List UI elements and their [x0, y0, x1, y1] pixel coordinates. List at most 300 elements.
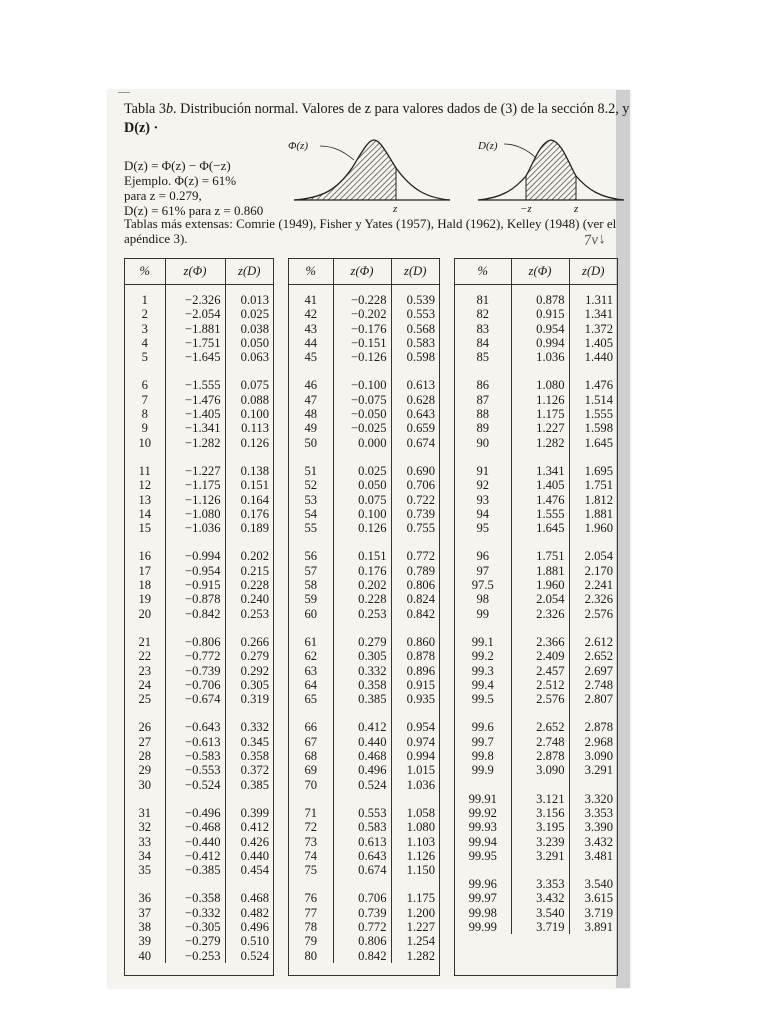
percent-cell: 99.3 — [455, 664, 511, 678]
z-phi-cell: 0.613 — [333, 835, 391, 849]
table-block-1 — [124, 258, 274, 976]
z-d-cell: 0.176 — [240, 506, 269, 521]
z-d-cell: 0.025 — [240, 307, 269, 322]
percent-cell: 27 — [125, 735, 165, 749]
z-d-cell: 0.722 — [406, 492, 435, 507]
table-row — [455, 849, 617, 863]
z-d-cell: 1.440 — [584, 350, 613, 365]
percent-cell: 64 — [289, 678, 333, 692]
z-phi-cell: −0.994 — [165, 535, 225, 563]
table-row — [289, 877, 439, 905]
z-phi-cell: −0.524 — [165, 778, 225, 792]
z-phi-cell: 3.432 — [511, 891, 569, 905]
percent-cell: 82 — [455, 307, 511, 321]
z-d-cell: 3.291 — [584, 763, 613, 778]
z-d-cell: 0.113 — [241, 421, 269, 436]
col-header-z-phi: z(Φ) — [165, 259, 225, 285]
table-row — [455, 285, 617, 308]
table-row — [125, 649, 273, 663]
table-row — [289, 421, 439, 435]
table-row — [289, 336, 439, 350]
table-row — [455, 749, 617, 763]
table-row — [455, 507, 617, 521]
z-d-cell: 0.842 — [406, 606, 435, 621]
z-phi-cell: 2.457 — [511, 664, 569, 678]
percent-cell: 3 — [125, 322, 165, 336]
percent-cell: 42 — [289, 307, 333, 321]
percent-cell: 99.91 — [455, 778, 511, 806]
percent-cell: 47 — [289, 393, 333, 407]
z-d-cell: 0.806 — [406, 578, 435, 593]
percent-cell: 67 — [289, 735, 333, 749]
percent-cell: 89 — [455, 421, 511, 435]
table-block-2 — [288, 258, 440, 976]
z-d-cell: 1.645 — [584, 435, 613, 450]
z-d-cell: 0.253 — [240, 606, 269, 621]
percent-cell: 71 — [289, 792, 333, 820]
z-phi-cell: 3.090 — [511, 763, 569, 777]
z-phi-cell: 0.496 — [333, 763, 391, 777]
z-d-cell: 1.126 — [406, 848, 435, 863]
z-phi-cell: −0.468 — [165, 820, 225, 834]
percent-cell: 61 — [289, 621, 333, 649]
z-d-cell: 2.968 — [584, 734, 613, 749]
table-row — [125, 521, 273, 535]
z-phi-cell: −0.075 — [333, 393, 391, 407]
z-d-cell: 1.200 — [406, 905, 435, 920]
table-row — [125, 778, 273, 792]
z-d-cell: 0.440 — [240, 848, 269, 863]
z-d-cell: 0.613 — [406, 378, 435, 393]
table-row — [455, 450, 617, 478]
z-d-cell: 0.075 — [240, 378, 269, 393]
col-header-z-d: z(D) — [225, 259, 273, 285]
z-d-cell: 3.320 — [584, 791, 613, 806]
percent-cell: 26 — [125, 706, 165, 734]
table-row — [125, 621, 273, 649]
percent-cell: 18 — [125, 578, 165, 592]
percent-cell: 4 — [125, 336, 165, 350]
z-d-cell: 3.090 — [584, 749, 613, 764]
z-phi-cell: 0.100 — [333, 507, 391, 521]
table-row — [125, 792, 273, 820]
z-phi-cell: 0.878 — [511, 285, 569, 308]
z-phi-cell: 2.409 — [511, 649, 569, 663]
table-row — [289, 678, 439, 692]
z-d-cell: 0.553 — [406, 307, 435, 322]
table-row — [125, 849, 273, 863]
percent-cell: 95 — [455, 521, 511, 535]
table-row — [455, 906, 617, 920]
percent-cell: 56 — [289, 535, 333, 563]
z-d-cell: 0.568 — [406, 321, 435, 336]
z-d-cell: 1.960 — [584, 521, 613, 536]
percent-cell: 58 — [289, 578, 333, 592]
z-d-cell: 0.628 — [406, 392, 435, 407]
d-shaded-area — [526, 140, 576, 200]
z-phi-cell: 0.412 — [333, 706, 391, 734]
z-d-cell: 1.514 — [584, 392, 613, 407]
z-phi-cell: −1.080 — [165, 507, 225, 521]
z-d-cell: 1.695 — [584, 463, 613, 478]
z-d-cell: 1.150 — [406, 863, 435, 878]
percent-cell: 38 — [125, 920, 165, 934]
phi-shaded-area — [294, 140, 396, 200]
table-row — [125, 763, 273, 777]
z-d-cell: 1.015 — [406, 763, 435, 778]
z-d-cell: 3.719 — [584, 905, 613, 920]
z-d-cell: 1.751 — [584, 478, 613, 493]
z-d-cell: 1.881 — [584, 506, 613, 521]
table-row — [289, 493, 439, 507]
percent-cell: 8 — [125, 407, 165, 421]
z-d-cell: 0.412 — [240, 820, 269, 835]
table-row — [455, 493, 617, 507]
d-axis-right-label: z — [574, 203, 579, 215]
formula-line-1: D(z) = Φ(z) − Φ(−z) — [124, 158, 231, 173]
z-d-cell: 0.706 — [406, 478, 435, 493]
percent-cell: 69 — [289, 763, 333, 777]
z-phi-cell: 0.806 — [333, 934, 391, 948]
z-d-cell: 0.524 — [240, 948, 269, 963]
percent-cell: 77 — [289, 906, 333, 920]
percent-cell: 9 — [125, 421, 165, 435]
z-d-cell: 3.390 — [584, 820, 613, 835]
z-phi-cell: 1.960 — [511, 578, 569, 592]
z-d-cell: 3.540 — [584, 877, 613, 892]
z-d-cell: 1.598 — [584, 421, 613, 436]
z-phi-cell: −0.305 — [165, 920, 225, 934]
table-row — [125, 735, 273, 749]
table-row — [455, 806, 617, 820]
z-phi-cell: 0.440 — [333, 735, 391, 749]
z-d-cell: 0.385 — [240, 777, 269, 792]
percent-cell: 92 — [455, 478, 511, 492]
z-phi-cell: −1.036 — [165, 521, 225, 535]
percent-cell: 55 — [289, 521, 333, 535]
z-phi-cell: 0.739 — [333, 906, 391, 920]
percent-cell: 94 — [455, 507, 511, 521]
table-row — [125, 322, 273, 336]
table-row — [455, 678, 617, 692]
percent-cell: 65 — [289, 692, 333, 706]
z-d-cell: 0.050 — [240, 335, 269, 350]
table-row — [455, 820, 617, 834]
table-row — [455, 920, 617, 934]
percent-cell: 91 — [455, 450, 511, 478]
percent-cell: 41 — [289, 285, 333, 308]
table-row — [125, 920, 273, 934]
percent-cell: 68 — [289, 749, 333, 763]
z-d-cell: 2.652 — [584, 649, 613, 664]
z-phi-cell: 0.706 — [333, 877, 391, 905]
table-row — [125, 749, 273, 763]
z-phi-cell: −1.751 — [165, 336, 225, 350]
percent-cell: 31 — [125, 792, 165, 820]
values-table-2 — [289, 259, 439, 963]
z-phi-cell: 2.748 — [511, 735, 569, 749]
z-d-cell: 2.807 — [584, 692, 613, 707]
z-d-cell: 0.332 — [240, 720, 269, 735]
z-d-cell: 0.240 — [240, 592, 269, 607]
z-d-cell: 3.353 — [584, 805, 613, 820]
table-block-3 — [454, 258, 618, 976]
z-phi-cell: −0.050 — [333, 407, 391, 421]
table-row — [455, 478, 617, 492]
z-d-cell: 1.812 — [584, 492, 613, 507]
z-phi-cell: −1.476 — [165, 393, 225, 407]
z-phi-cell: 1.751 — [511, 535, 569, 563]
z-d-cell: 0.772 — [406, 549, 435, 564]
table-row — [125, 421, 273, 435]
z-d-cell: 1.405 — [584, 335, 613, 350]
z-d-cell: 0.915 — [406, 677, 435, 692]
percent-cell: 12 — [125, 478, 165, 492]
z-phi-cell: −0.385 — [165, 863, 225, 877]
d-axis-left-label: −z — [520, 203, 532, 215]
z-d-cell: 1.555 — [584, 407, 613, 422]
z-phi-cell: 3.719 — [511, 920, 569, 934]
table-row — [289, 664, 439, 678]
table-row — [455, 393, 617, 407]
z-phi-cell: −0.954 — [165, 564, 225, 578]
z-phi-cell: 0.025 — [333, 450, 391, 478]
z-d-cell: 1.175 — [406, 891, 435, 906]
z-phi-cell: 3.353 — [511, 863, 569, 891]
percent-cell: 97.5 — [455, 578, 511, 592]
table-row — [455, 692, 617, 706]
z-phi-cell: 1.555 — [511, 507, 569, 521]
percent-cell: 75 — [289, 863, 333, 877]
handwritten-note: 7v↓ — [583, 230, 607, 250]
z-phi-cell: 1.036 — [511, 350, 569, 364]
table-row — [289, 592, 439, 606]
percent-cell: 37 — [125, 906, 165, 920]
percent-cell: 11 — [125, 450, 165, 478]
z-phi-cell: −1.341 — [165, 421, 225, 435]
table-row — [455, 664, 617, 678]
percent-cell: 99.97 — [455, 891, 511, 905]
percent-cell: 88 — [455, 407, 511, 421]
table-row — [125, 877, 273, 905]
percent-cell: 17 — [125, 564, 165, 578]
table-row — [455, 564, 617, 578]
table-row — [289, 778, 439, 792]
z-phi-cell: −0.440 — [165, 835, 225, 849]
table-row — [455, 578, 617, 592]
z-d-cell: 1.254 — [406, 934, 435, 949]
table-row — [289, 849, 439, 863]
z-phi-cell: 0.332 — [333, 664, 391, 678]
table-row — [289, 478, 439, 492]
z-d-cell: 0.954 — [406, 720, 435, 735]
z-phi-cell: −1.227 — [165, 450, 225, 478]
z-phi-cell: 0.524 — [333, 778, 391, 792]
percent-cell: 99.9 — [455, 763, 511, 777]
z-phi-cell: 1.227 — [511, 421, 569, 435]
z-phi-cell: 0.954 — [511, 322, 569, 336]
z-phi-cell: 2.576 — [511, 692, 569, 706]
z-d-cell: 0.399 — [240, 805, 269, 820]
table-row — [289, 934, 439, 948]
z-phi-cell: 0.000 — [333, 436, 391, 450]
z-phi-cell: −0.176 — [333, 322, 391, 336]
table-row — [289, 578, 439, 592]
percent-cell: 99.8 — [455, 749, 511, 763]
z-phi-cell: 0.253 — [333, 607, 391, 621]
z-d-cell: 2.697 — [584, 663, 613, 678]
percent-cell: 15 — [125, 521, 165, 535]
table-row — [455, 607, 617, 621]
z-phi-cell: 0.468 — [333, 749, 391, 763]
z-d-cell: 0.896 — [406, 663, 435, 678]
table-row — [289, 621, 439, 649]
percent-cell: 25 — [125, 692, 165, 706]
title-suffix: b — [165, 101, 174, 117]
z-d-cell: 0.202 — [240, 549, 269, 564]
z-d-cell: 0.138 — [240, 463, 269, 478]
table-row — [289, 607, 439, 621]
z-d-cell: 3.432 — [584, 834, 613, 849]
z-phi-cell: −0.202 — [333, 307, 391, 321]
percent-cell: 19 — [125, 592, 165, 606]
z-d-cell: 0.598 — [406, 350, 435, 365]
table-row — [125, 478, 273, 492]
values-table-3 — [455, 259, 617, 934]
percent-cell: 57 — [289, 564, 333, 578]
z-d-cell: 0.690 — [406, 463, 435, 478]
z-d-cell: 0.510 — [240, 934, 269, 949]
percent-cell: 99.5 — [455, 692, 511, 706]
percent-cell: 54 — [289, 507, 333, 521]
table-row — [125, 678, 273, 692]
percent-cell: 23 — [125, 664, 165, 678]
phi-label: Φ(z) — [288, 140, 308, 152]
z-d-cell: 0.305 — [240, 677, 269, 692]
z-phi-cell: 1.126 — [511, 393, 569, 407]
z-d-cell: 2.054 — [584, 549, 613, 564]
z-phi-cell: 3.239 — [511, 835, 569, 849]
table-row — [289, 792, 439, 820]
percent-cell: 80 — [289, 949, 333, 963]
z-phi-cell: −0.706 — [165, 678, 225, 692]
z-phi-cell: 0.151 — [333, 535, 391, 563]
z-d-cell: 0.468 — [240, 891, 269, 906]
table-row — [455, 307, 617, 321]
phi-axis-label: z — [393, 203, 398, 215]
table-row — [455, 891, 617, 905]
z-phi-cell: −0.643 — [165, 706, 225, 734]
table-row — [289, 735, 439, 749]
table-row — [125, 664, 273, 678]
title-text: . Distribución normal. Valores de z para valores dados de (3) de la sección 8.2, y — [173, 101, 630, 117]
table-row — [455, 364, 617, 392]
percent-cell: 5 — [125, 350, 165, 364]
z-phi-cell: 3.121 — [511, 778, 569, 806]
z-d-cell: 0.789 — [406, 563, 435, 578]
table-row — [289, 450, 439, 478]
z-d-cell: 2.748 — [584, 677, 613, 692]
z-phi-cell: 3.195 — [511, 820, 569, 834]
table-row — [125, 578, 273, 592]
z-phi-cell: 0.358 — [333, 678, 391, 692]
percent-cell: 93 — [455, 493, 511, 507]
percent-cell: 84 — [455, 336, 511, 350]
percent-cell: 43 — [289, 322, 333, 336]
z-d-cell: 0.674 — [406, 435, 435, 450]
z-phi-cell: 1.080 — [511, 364, 569, 392]
table-row — [125, 535, 273, 563]
percent-cell: 83 — [455, 322, 511, 336]
table-row — [455, 421, 617, 435]
z-d-cell: 0.215 — [240, 563, 269, 578]
percent-cell: 21 — [125, 621, 165, 649]
table-row — [455, 649, 617, 663]
table-row — [125, 692, 273, 706]
z-phi-cell: 0.305 — [333, 649, 391, 663]
z-phi-cell: 1.341 — [511, 450, 569, 478]
z-d-cell: 2.326 — [584, 592, 613, 607]
table-row — [455, 521, 617, 535]
z-phi-cell: 2.878 — [511, 749, 569, 763]
percent-cell: 78 — [289, 920, 333, 934]
z-phi-cell: 1.175 — [511, 407, 569, 421]
percent-cell: 2 — [125, 307, 165, 321]
z-d-cell: 0.292 — [240, 663, 269, 678]
z-phi-cell: 0.202 — [333, 578, 391, 592]
percent-cell: 79 — [289, 934, 333, 948]
percent-cell: 63 — [289, 664, 333, 678]
z-d-cell: 0.228 — [240, 578, 269, 593]
percent-cell: 6 — [125, 364, 165, 392]
z-phi-cell: 2.054 — [511, 592, 569, 606]
percent-cell: 50 — [289, 436, 333, 450]
col-header-z-d: z(D) — [569, 259, 617, 285]
z-d-cell: 0.126 — [240, 435, 269, 450]
table-row — [125, 336, 273, 350]
z-phi-cell: −1.881 — [165, 322, 225, 336]
table-row — [125, 393, 273, 407]
percent-cell: 99.2 — [455, 649, 511, 663]
z-phi-cell: −1.645 — [165, 350, 225, 364]
z-d-cell: 0.994 — [406, 749, 435, 764]
z-phi-cell: −0.100 — [333, 364, 391, 392]
table-row — [289, 307, 439, 321]
percent-cell: 99.99 — [455, 920, 511, 934]
z-d-cell: 1.227 — [406, 919, 435, 934]
percent-cell: 99.96 — [455, 863, 511, 891]
percent-cell: 59 — [289, 592, 333, 606]
table-row — [125, 364, 273, 392]
z-d-cell: 0.151 — [240, 478, 269, 493]
z-d-cell: 1.341 — [584, 307, 613, 322]
table-row — [289, 692, 439, 706]
z-phi-cell: −0.151 — [333, 336, 391, 350]
z-phi-cell: 0.228 — [333, 592, 391, 606]
percent-cell: 40 — [125, 949, 165, 963]
z-d-cell: 2.241 — [584, 578, 613, 593]
percent-cell: 44 — [289, 336, 333, 350]
z-d-cell: 1.080 — [406, 820, 435, 835]
title-prefix: Tabla 3 — [124, 101, 166, 117]
table-row — [455, 407, 617, 421]
percent-cell: 99.6 — [455, 706, 511, 734]
table-row — [455, 735, 617, 749]
z-d-cell: 2.612 — [584, 634, 613, 649]
z-phi-cell: 3.540 — [511, 906, 569, 920]
z-phi-cell: 1.645 — [511, 521, 569, 535]
table-row — [125, 934, 273, 948]
